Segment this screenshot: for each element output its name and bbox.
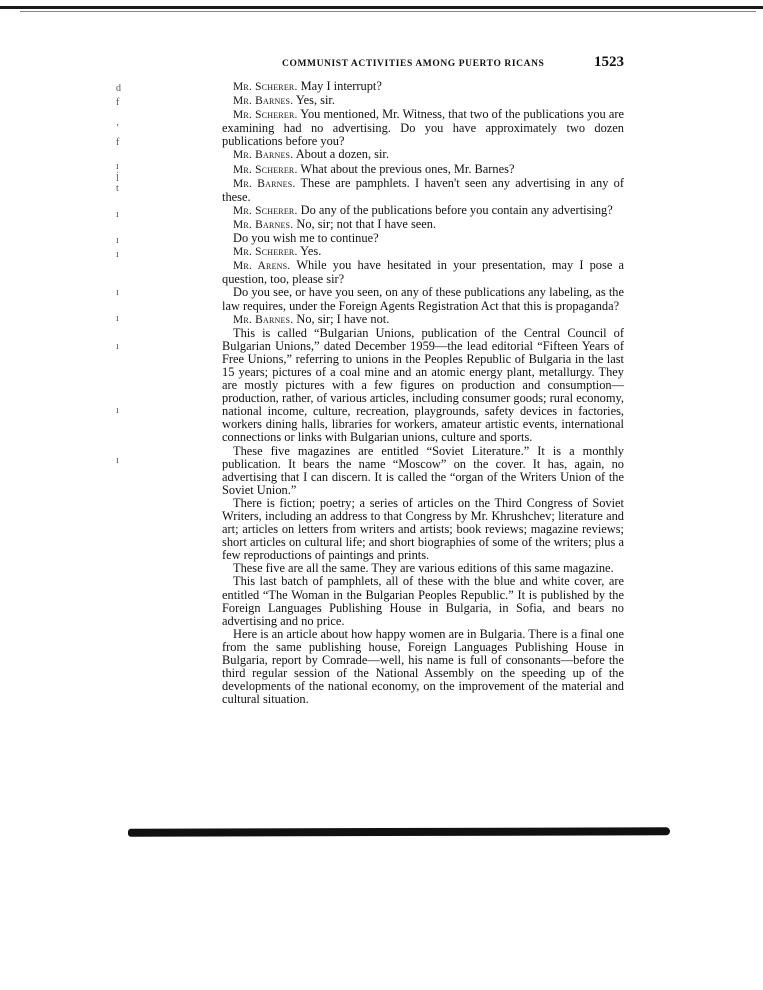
paragraph (222, 313, 624, 327)
margin-mark: t (116, 183, 119, 194)
top-border-rule-thin (20, 11, 756, 12)
speech-text: What about the previous ones, Mr. Barnes? (297, 161, 515, 176)
page-header (232, 54, 624, 74)
speaker-name: Mr. Barnes. (233, 95, 294, 108)
margin-mark: ı (116, 235, 119, 246)
paragraph (222, 575, 624, 627)
paragraph (222, 94, 624, 108)
paragraph (222, 163, 624, 177)
speech-text: Do you wish me to continue? (233, 231, 379, 246)
speaker-name: Mr. Barnes. (233, 177, 296, 190)
speaker-name: Mr. Barnes. (233, 149, 294, 162)
top-border-rule (0, 6, 763, 9)
margin-mark: d (116, 83, 121, 94)
paragraph (222, 204, 624, 218)
speaker-name: Mr. Barnes. (233, 218, 294, 231)
margin-mark: f (116, 97, 120, 108)
margin-mark: ı (116, 209, 119, 220)
speech-text: No, sir; I have not. (293, 311, 390, 326)
margin-annotations (116, 84, 136, 524)
speech-text: Yes, sir. (293, 93, 335, 108)
speech-text: While you have hesitated in your presentation, may I pose a question, too, please sir? (222, 258, 624, 287)
speech-text: There is fiction; poetry; a series of articles on the Third Congress of Soviet Writers, including an address to that Congress by Mr. Khrushchev; literature and art; articles on letters from writers and artists; book reviews; magazine reviews; short articles on cultural life; and short biographies of some of the writers; plus a few reproductions of paintings and prints. (222, 495, 624, 563)
running-head: COMMUNIST ACTIVITIES AMONG PUERTO RICANS (282, 59, 545, 69)
paragraph (222, 148, 624, 162)
margin-mark: ı (116, 405, 119, 416)
margin-mark: ı (116, 455, 119, 466)
paragraph (222, 259, 624, 286)
paragraph (222, 177, 624, 204)
margin-mark: ı (116, 313, 119, 324)
margin-mark: ʽ (116, 123, 120, 134)
paragraph (222, 628, 624, 707)
speech-text: May I interrupt? (297, 79, 382, 93)
speech-text: These five magazines are entitled “Soviet Literature.” It is a monthly publication. It bears the name “Moscow” on the cover. It has, again, no advertising that I can discern. It is called the “organ of the Writers Union of the Soviet Union.” (222, 443, 624, 497)
transcript-body (222, 80, 624, 706)
speech-text: Here is an article about how happy women are in Bulgaria. There is a final one from the same publishing house, Foreign Languages Publishing House in Bulgaria, report by Comrade—well, his name is full of consonants—before the third regular session of the National Assembly on the speeding up of the developments of the national economy, on the improvement of the material and cultural situation. (222, 626, 624, 707)
margin-mark: ı (116, 249, 119, 260)
speech-text: This last batch of pamphlets, all of these with the blue and white cover, are entitled “The Woman in the Bulgarian Peoples Republic.” It is published by the Foreign Languages Publishing House in Bulgaria, in Sofia, and bears no advertising and no price. (222, 574, 624, 628)
speaker-name: Mr. Scherer. (233, 246, 298, 259)
speech-text: Do you see, or have you seen, on any of these publications any labeling, as the law requires, under the Foreign Agents Registration Act that this is propaganda? (222, 285, 624, 313)
speech-text: Do any of the publications before you contain any advertising? (297, 202, 613, 217)
speech-text: About a dozen, sir. (293, 147, 389, 162)
paragraph (222, 327, 624, 445)
speaker-name: Mr. Scherer. (233, 81, 298, 93)
speech-text: This is called “Bulgarian Unions, publication of the Central Council of Bulgarian Unions,” dated December 1959—the lead editorial “Fifteen Years of Free Unions,” referring to unions in the Peoples Republic of Bulgaria in the last 15 years; pictures of a coal mine and an atomic energy plant, metallurgy. They are mostly pictures with a few figures on production and consumption—production, rather, of various articles, including consumer goods; rural economy, national income, culture, recreation, playgrounds, safety devices in factories, workers dining halls, libraries for workers, amateur artistic events, international connections or links with Bulgarian unions, culture and sports. (222, 325, 624, 445)
margin-mark: ĺ (116, 173, 119, 184)
speech-text: No, sir; not that I have seen. (293, 216, 437, 231)
paragraph (222, 286, 624, 312)
paragraph (222, 232, 624, 245)
paragraph (222, 218, 624, 232)
margin-mark: f (116, 137, 120, 148)
paragraph (222, 108, 624, 148)
speech-text: These are pamphlets. I haven't seen any advertising in any of these. (222, 175, 624, 204)
bottom-scan-bar (128, 827, 670, 836)
speaker-name: Mr. Scherer. (233, 109, 298, 122)
speech-text: These five are all the same. They are various editions of this same magazine. (233, 561, 614, 576)
paragraph (222, 80, 624, 94)
speaker-name: Mr. Scherer. (233, 204, 298, 217)
paragraph (222, 497, 624, 562)
page-number: 1523 (594, 54, 624, 70)
speech-text: Yes. (297, 244, 322, 259)
speaker-name: Mr. Barnes. (233, 313, 294, 326)
speaker-name: Mr. Scherer. (233, 163, 298, 176)
margin-mark: ı (116, 287, 119, 298)
paragraph (222, 245, 624, 259)
paragraph (222, 445, 624, 497)
speech-text: You mentioned, Mr. Witness, that two of the publications you are examining had no advertising. Do you have approximately two dozen publications before you? (222, 107, 624, 149)
margin-mark: ı (116, 161, 119, 172)
speaker-name: Mr. Arens. (233, 260, 291, 273)
margin-mark: ı (116, 341, 119, 352)
